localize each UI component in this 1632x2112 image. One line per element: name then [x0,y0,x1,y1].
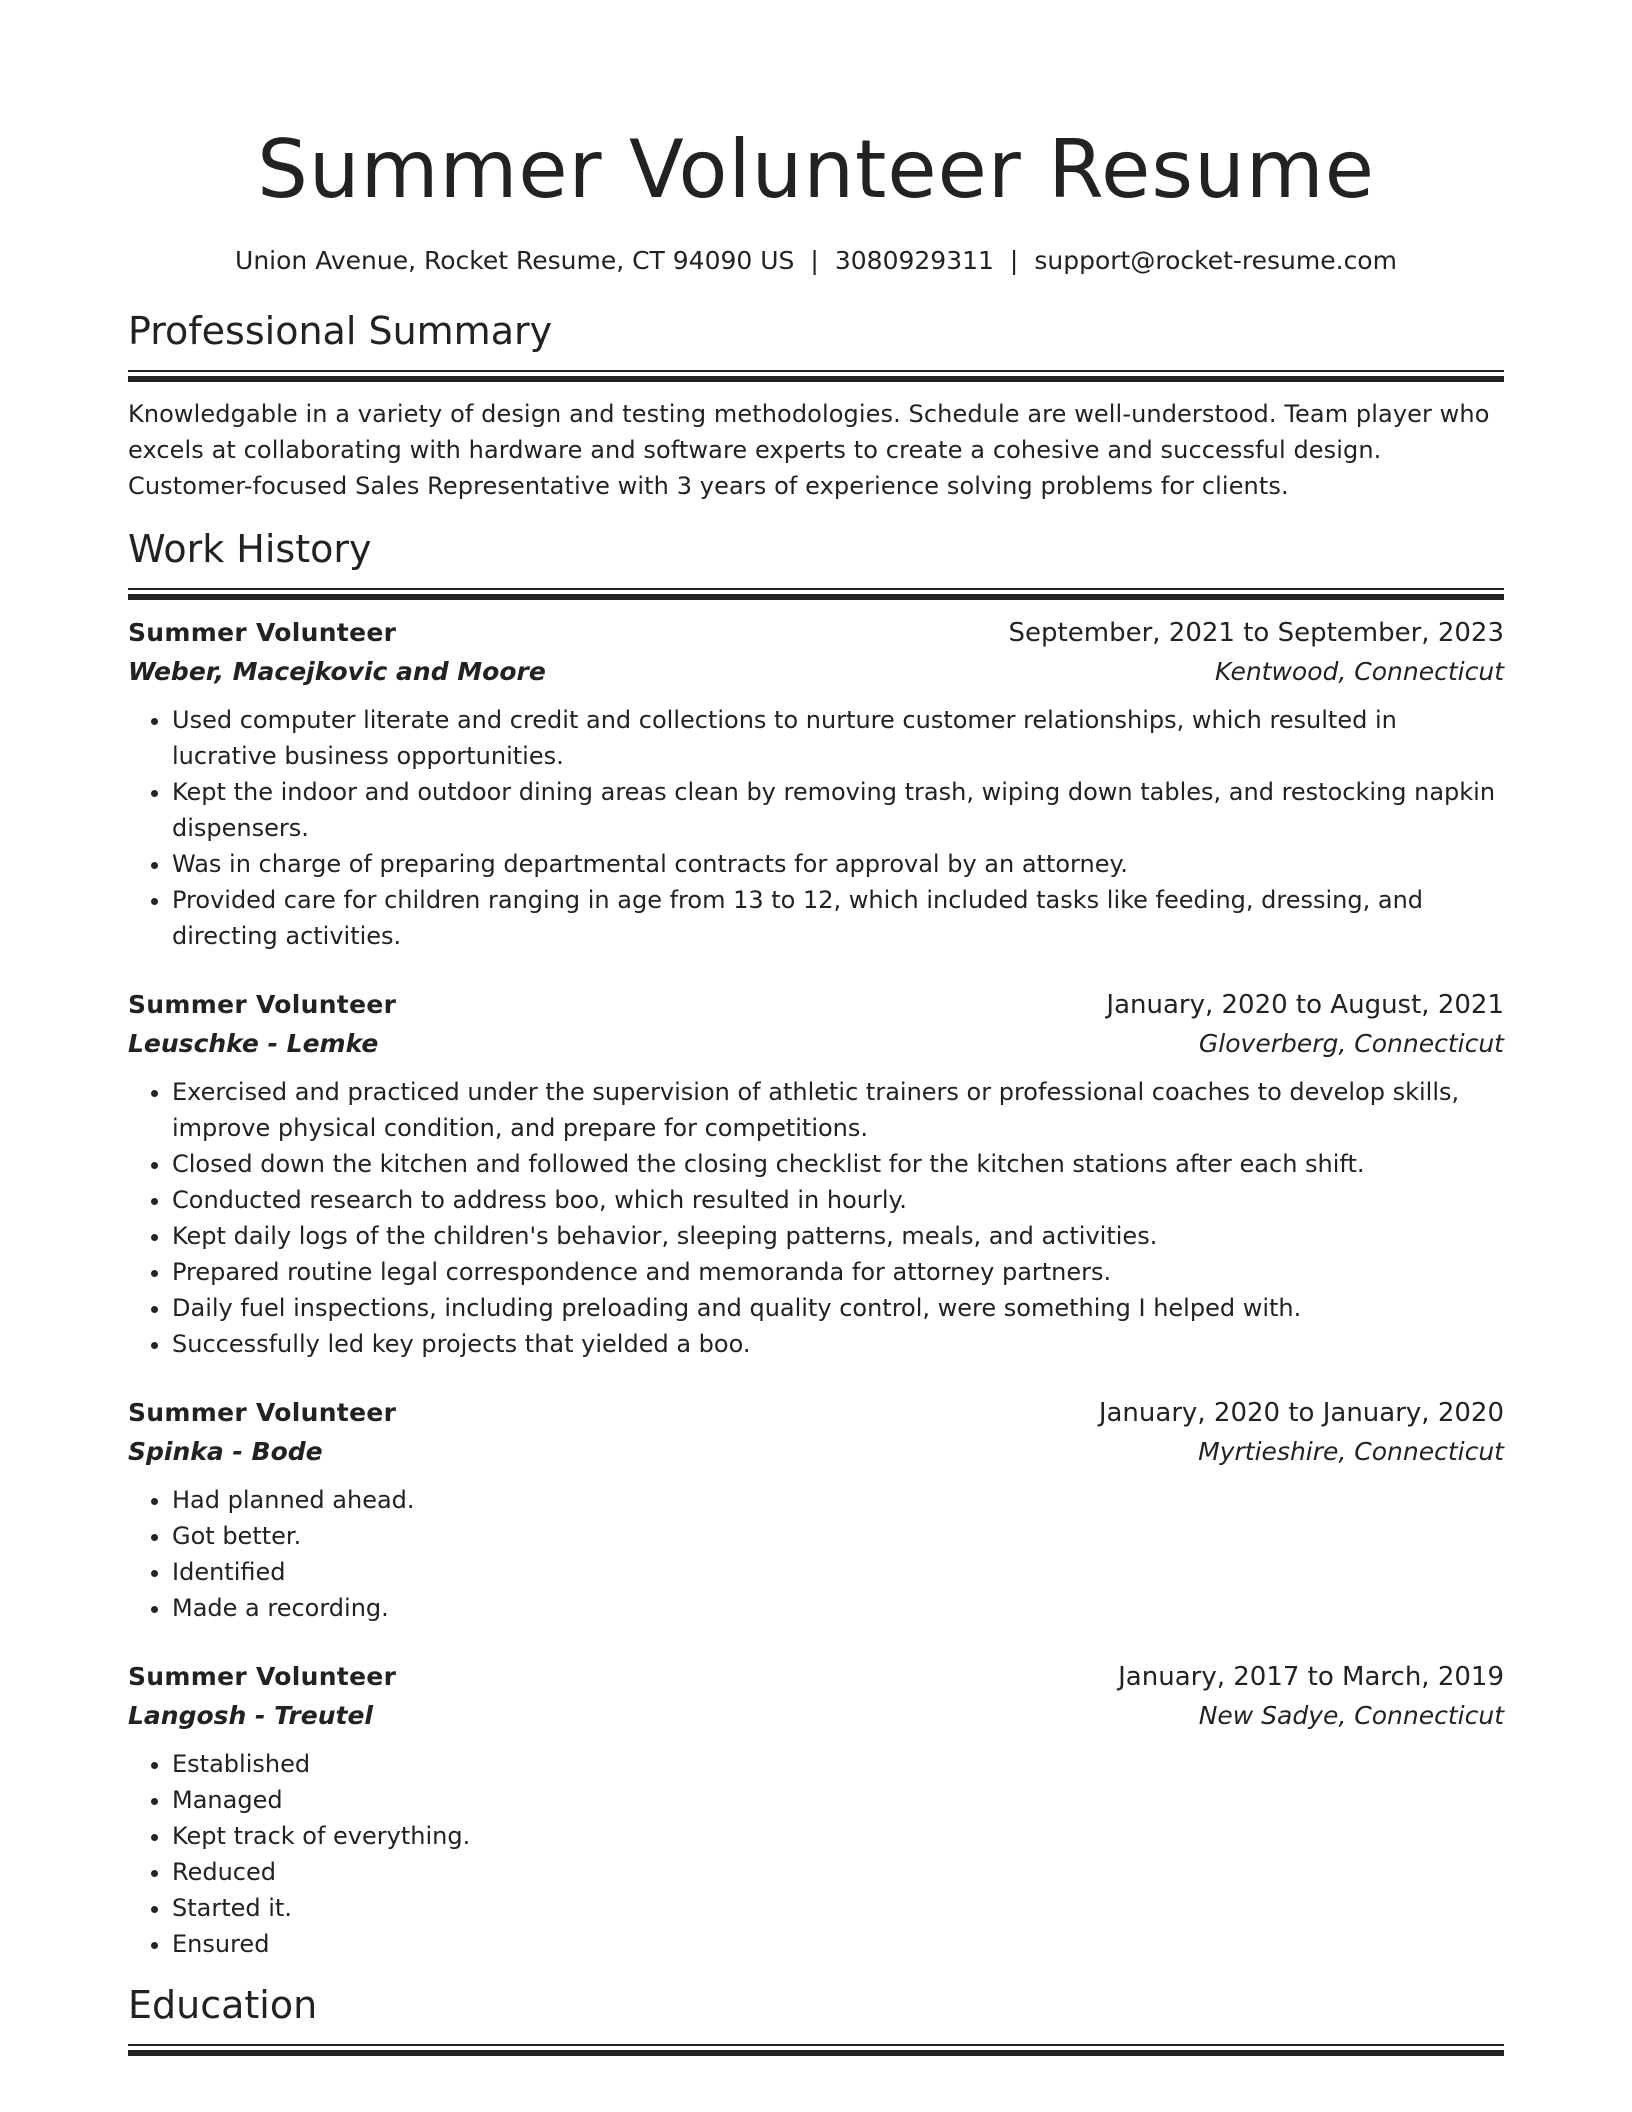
contact-line [128,244,1504,278]
list-item: • Reduced [172,1854,1504,1890]
list-item: • Was in charge of preparing departmental contracts for approval by an attorney. [172,846,1504,882]
list-item: • Identified [172,1554,1504,1590]
summary-text: Knowledgable in a variety of design and testing methodologies. Schedule are well-understood. Team player who excels at collaborating with hardware and software experts to create a cohesive and successful design. Customer-focused Sales Representative with 3 years of experience solving problems for clients. [128,400,1490,500]
job-bullet-list [128,1482,1504,1626]
resume-page [128,0,1504,2056]
list-item: • Kept the indoor and outdoor dining areas clean by removing trash, wiping down tables, and restocking napkin dispensers. [172,774,1504,846]
list-item: • Provided care for children ranging in age from 13 to 12, which included tasks like feeding, dressing, and directing activities. [172,882,1504,954]
job-company: Spinka - Bode [128,1437,323,1466]
contact-address: Union Avenue, Rocket Resume, CT 94090 US [235,246,795,275]
list-item: • Kept track of everything. [172,1818,1504,1854]
job-dates: January, 2020 to January, 2020 [1098,1398,1504,1428]
job-header-row [128,986,1504,1024]
list-item: • Started it. [172,1890,1504,1926]
job-bullet-list [128,1074,1504,1362]
job-entry [128,1658,1504,1962]
contact-email: support@rocket-resume.com [1034,246,1397,275]
section-heading-work-history: Work History [128,527,372,571]
section-heading-summary: Professional Summary [128,309,553,353]
job-header-row [128,614,1504,652]
job-company: Weber, Macejkovic and Moore [128,657,546,686]
section-divider [128,370,1504,382]
list-item: • Kept daily logs of the children's behavior, sleeping patterns, meals, and activities. [172,1218,1504,1254]
work-history-section [128,524,1504,1962]
list-item: • Daily fuel inspections, including preloading and quality control, were something I helped with. [172,1290,1504,1326]
job-bullet-list [128,702,1504,954]
list-item: • Conducted research to address boo, which resulted in hourly. [172,1182,1504,1218]
job-company: Leuschke - Lemke [128,1029,379,1058]
list-item: • Made a recording. [172,1590,1504,1626]
list-item: • Established [172,1746,1504,1782]
job-header-row [128,1658,1504,1696]
job-entry [128,986,1504,1362]
resume-title: Summer Volunteer Resume [257,123,1375,216]
job-header-row [128,1394,1504,1432]
section-divider [128,588,1504,600]
list-item: • Had planned ahead. [172,1482,1504,1518]
job-company: Langosh - Treutel [128,1701,373,1730]
list-item: • Successfully led key projects that yielded a boo. [172,1326,1504,1362]
list-item: • Ensured [172,1926,1504,1962]
job-bullet-list [128,1746,1504,1962]
job-location: Kentwood, Connecticut [1214,657,1504,686]
job-employer-row [128,1696,1504,1736]
contact-phone: 3080929311 [834,246,994,275]
list-item: • Exercised and practiced under the supervision of athletic trainers or professional coaches to develop skills, improve physical condition, and prepare for competitions. [172,1074,1504,1146]
job-title: Summer Volunteer [128,618,397,647]
section-heading-education: Education [128,1983,318,2027]
contact-separator: | [1009,246,1019,275]
summary-section [128,306,1504,504]
list-item: • Got better. [172,1518,1504,1554]
education-section [128,1980,1504,2056]
job-location: Gloverberg, Connecticut [1198,1029,1504,1058]
job-dates: January, 2017 to March, 2019 [1118,1662,1504,1692]
job-dates: September, 2021 to September, 2023 [1008,618,1504,648]
job-location: Myrtieshire, Connecticut [1198,1437,1504,1466]
contact-separator: | [810,246,819,275]
job-title: Summer Volunteer [128,990,397,1019]
job-employer-row [128,1024,1504,1064]
list-item: • Managed [172,1782,1504,1818]
list-item: • Used computer literate and credit and collections to nurture customer relationships, which resulted in lucrative business opportunities. [172,702,1504,774]
list-item: • Closed down the kitchen and followed the closing checklist for the kitchen stations after each shift. [172,1146,1504,1182]
job-title: Summer Volunteer [128,1398,397,1427]
section-divider [128,2044,1504,2056]
job-title: Summer Volunteer [128,1662,397,1691]
job-entry [128,614,1504,954]
job-employer-row [128,1432,1504,1472]
job-location: New Sadye, Connecticut [1198,1701,1504,1730]
list-item: • Prepared routine legal correspondence and memoranda for attorney partners. [172,1254,1504,1290]
job-entry [128,1394,1504,1626]
job-dates: January, 2020 to August, 2021 [1106,990,1504,1020]
job-employer-row [128,652,1504,692]
